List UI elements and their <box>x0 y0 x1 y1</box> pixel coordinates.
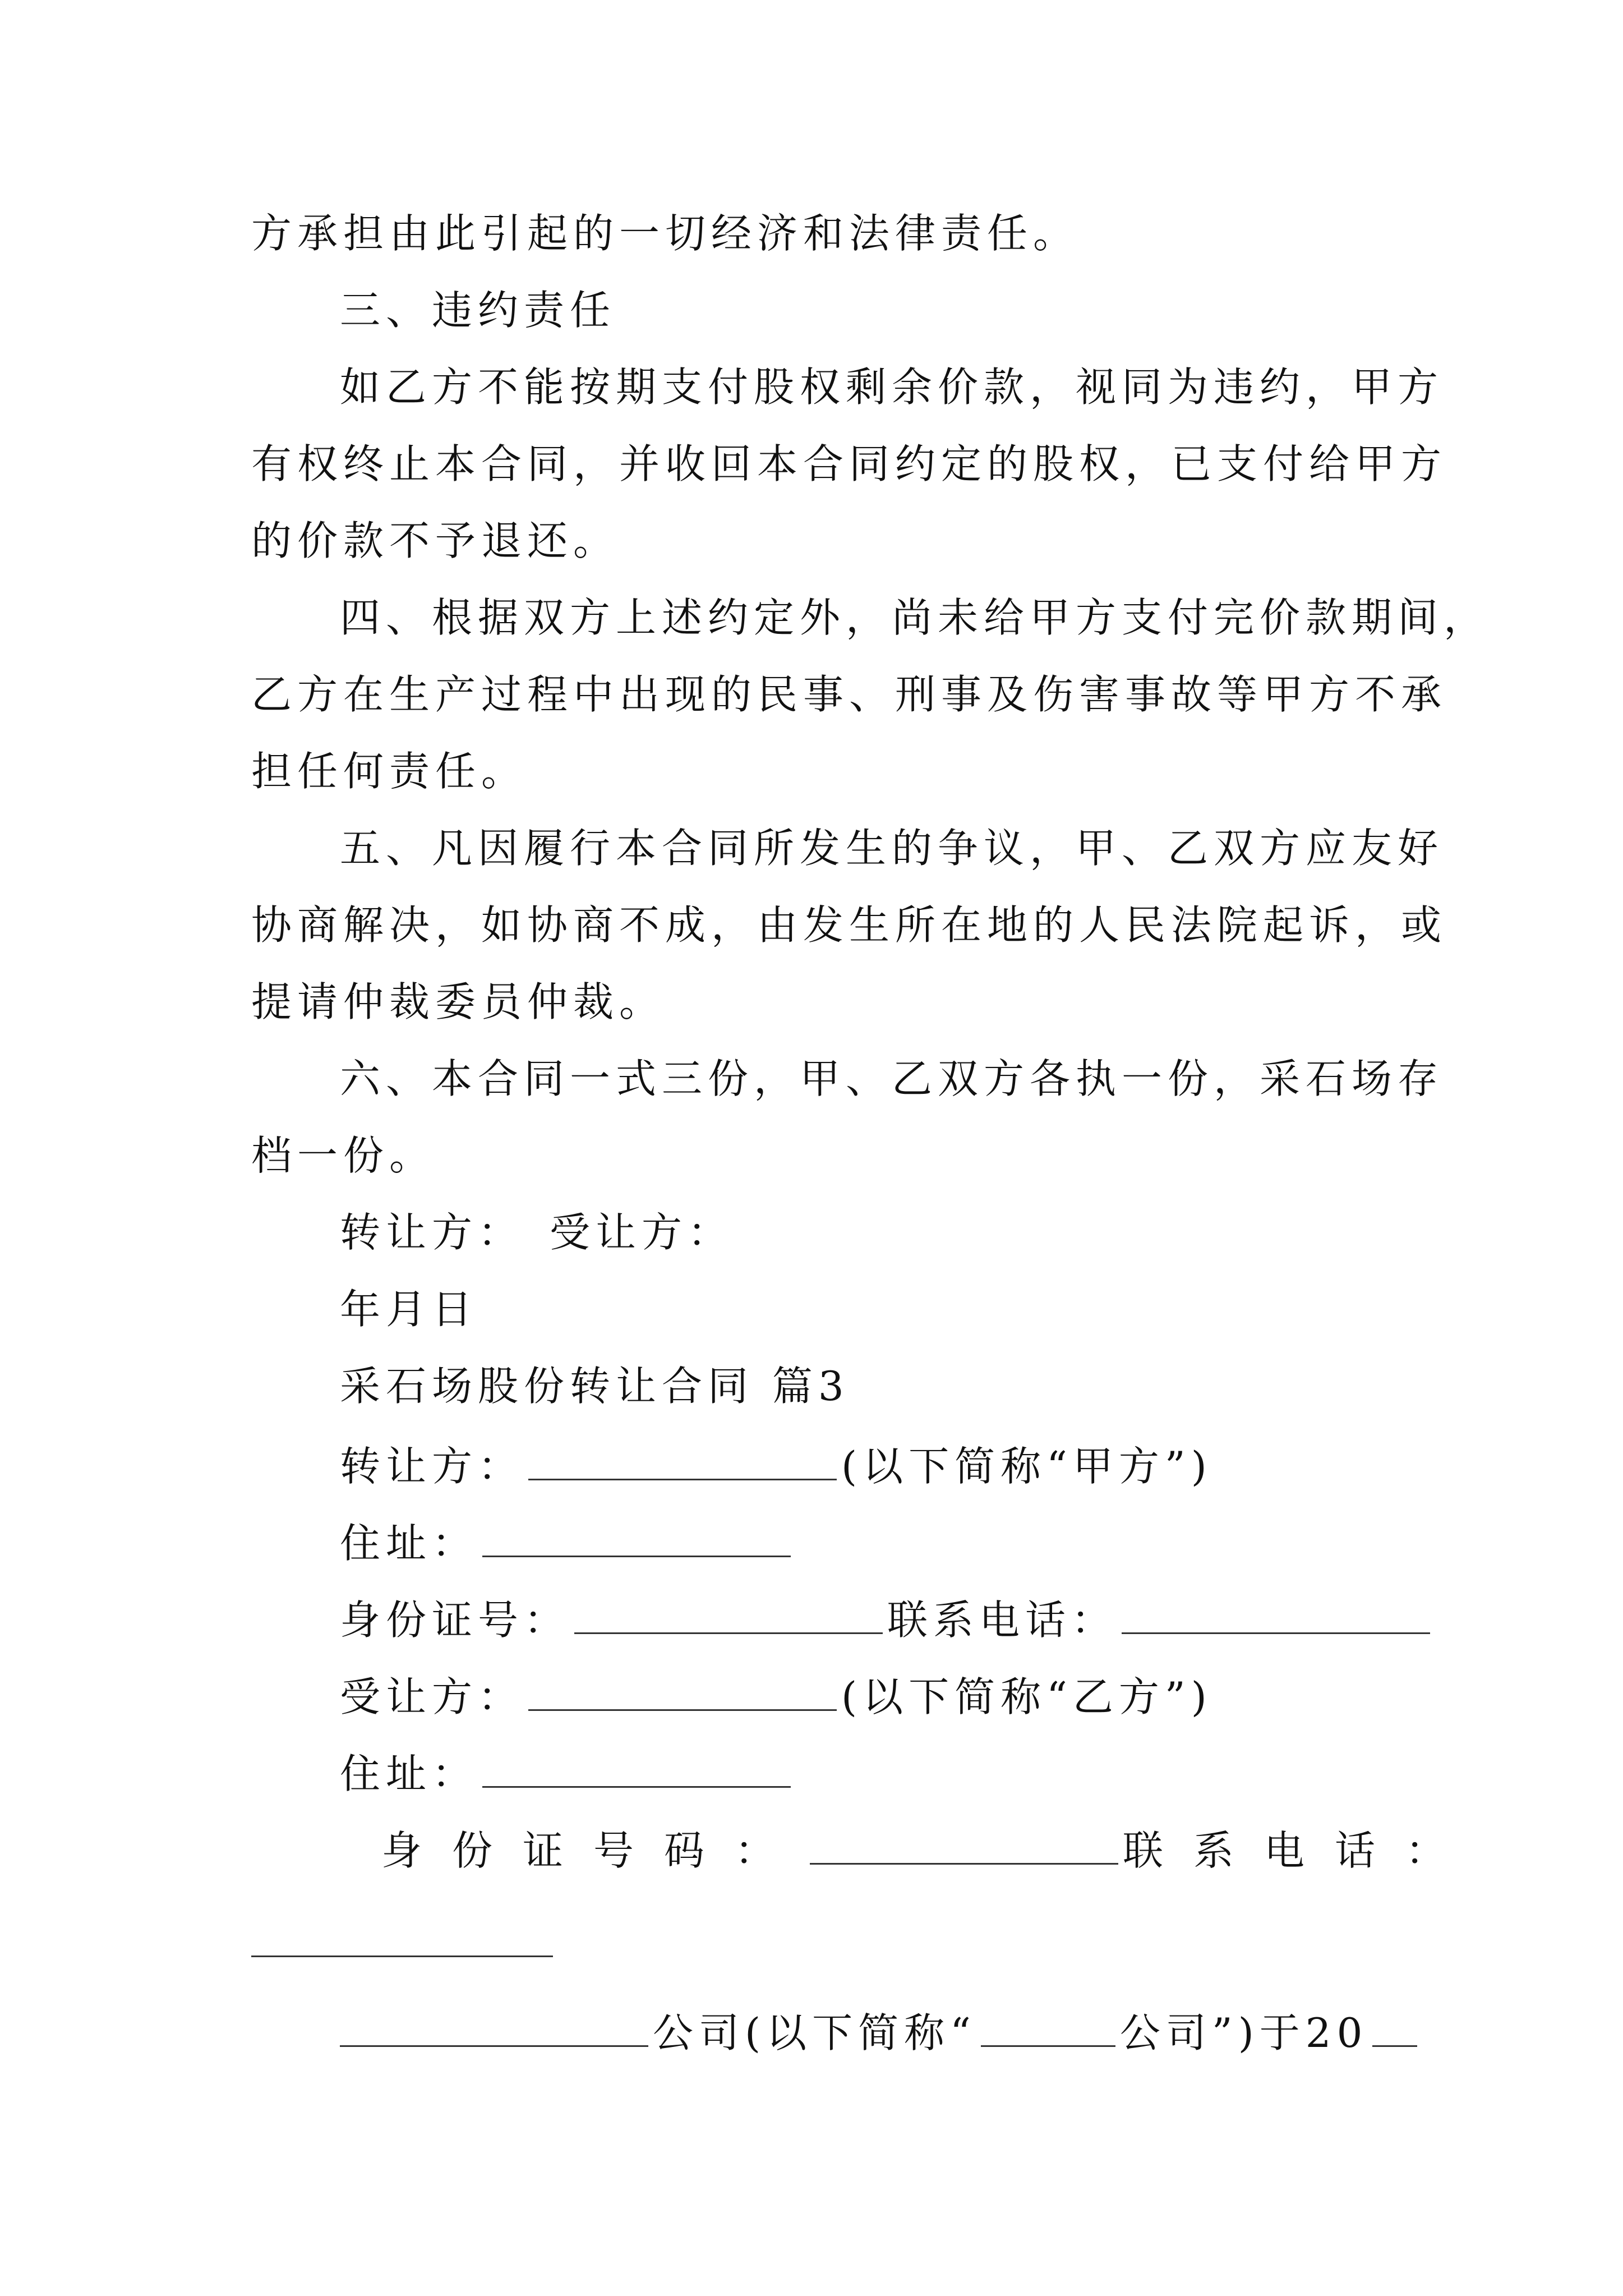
paragraph-line: 提请仲裁委员仲裁。 <box>251 978 666 1025</box>
company-name-blank[interactable] <box>340 2001 648 2047</box>
transferor-blank[interactable] <box>528 1435 837 1480</box>
signature-line: 转让方： 受让方： <box>340 1209 734 1256</box>
phone-label: 联系电话： <box>887 1596 1118 1644</box>
paragraph-line: 协商解决，如协商不成，由发生所在地的人民法院起诉，或 <box>251 901 1447 949</box>
address-label: 住址： <box>340 1750 478 1797</box>
id-blank[interactable] <box>574 1589 883 1634</box>
address-row-1 <box>340 1512 795 1571</box>
phone-continuation-blank[interactable] <box>251 1955 553 1957</box>
id-number-label: 身份证号码： <box>381 1827 806 1874</box>
transferor-suffix: (以下简称“甲方”) <box>841 1443 1212 1490</box>
paragraph-line: 担任何责任。 <box>251 748 528 795</box>
paragraph-line: 有权终止本合同，并收回本合同约定的股权，已支付给甲方 <box>251 440 1447 487</box>
contract-title: 采石场股份转让合同 篇3 <box>340 1363 850 1410</box>
id-phone-row-2 <box>381 1819 1476 1879</box>
paragraph-line: 档一份。 <box>251 1132 436 1179</box>
transferee-label: 受让方： <box>340 1673 524 1720</box>
transferor-row <box>340 1435 1212 1494</box>
transferor-label: 转让方： <box>340 1443 524 1490</box>
paragraph-line: 方承担由此引起的一切经济和法律责任。 <box>251 210 1080 257</box>
id-label: 身份证号： <box>340 1596 570 1644</box>
id-phone-row-1 <box>340 1589 1435 1648</box>
date-line: 年月日 <box>340 1286 478 1333</box>
year-blank[interactable] <box>1372 2001 1417 2047</box>
transferee-row <box>340 1665 1212 1725</box>
transferee-suffix: (以下简称“乙方”) <box>841 1673 1212 1720</box>
paragraph-line: 如乙方不能按期支付股权剩余价款，视同为违约，甲方 <box>340 364 1444 411</box>
phone-label: 联系电话： <box>1123 1827 1477 1874</box>
paragraph-line: 乙方在生产过程中出现的民事、刑事及伤害事故等甲方不承 <box>251 671 1447 718</box>
section-heading: 三、违约责任 <box>340 287 616 334</box>
address-blank[interactable] <box>482 1512 791 1557</box>
phone-blank[interactable] <box>1122 1589 1430 1634</box>
address-label: 住址： <box>340 1520 478 1567</box>
transferee-blank[interactable] <box>528 1665 837 1711</box>
company-row <box>340 2001 1417 2061</box>
paragraph-line: 四、根据双方上述约定外，尚未给甲方支付完价款期间， <box>340 594 1490 641</box>
company-text-2: 公司”)于20 <box>1119 2009 1368 2056</box>
paragraph-line: 五、凡因履行本合同所发生的争议，甲、乙双方应友好 <box>340 825 1444 872</box>
company-text: 公司(以下简称“ <box>653 2009 976 2056</box>
address-blank[interactable] <box>482 1742 791 1788</box>
id-number-blank[interactable] <box>810 1819 1118 1865</box>
paragraph-line: 的价款不予退还。 <box>251 517 620 564</box>
address-row-2 <box>340 1742 795 1802</box>
company-short-blank[interactable] <box>981 2001 1115 2047</box>
paragraph-line: 六、本合同一式三份，甲、乙双方各执一份，采石场存 <box>340 1055 1444 1102</box>
